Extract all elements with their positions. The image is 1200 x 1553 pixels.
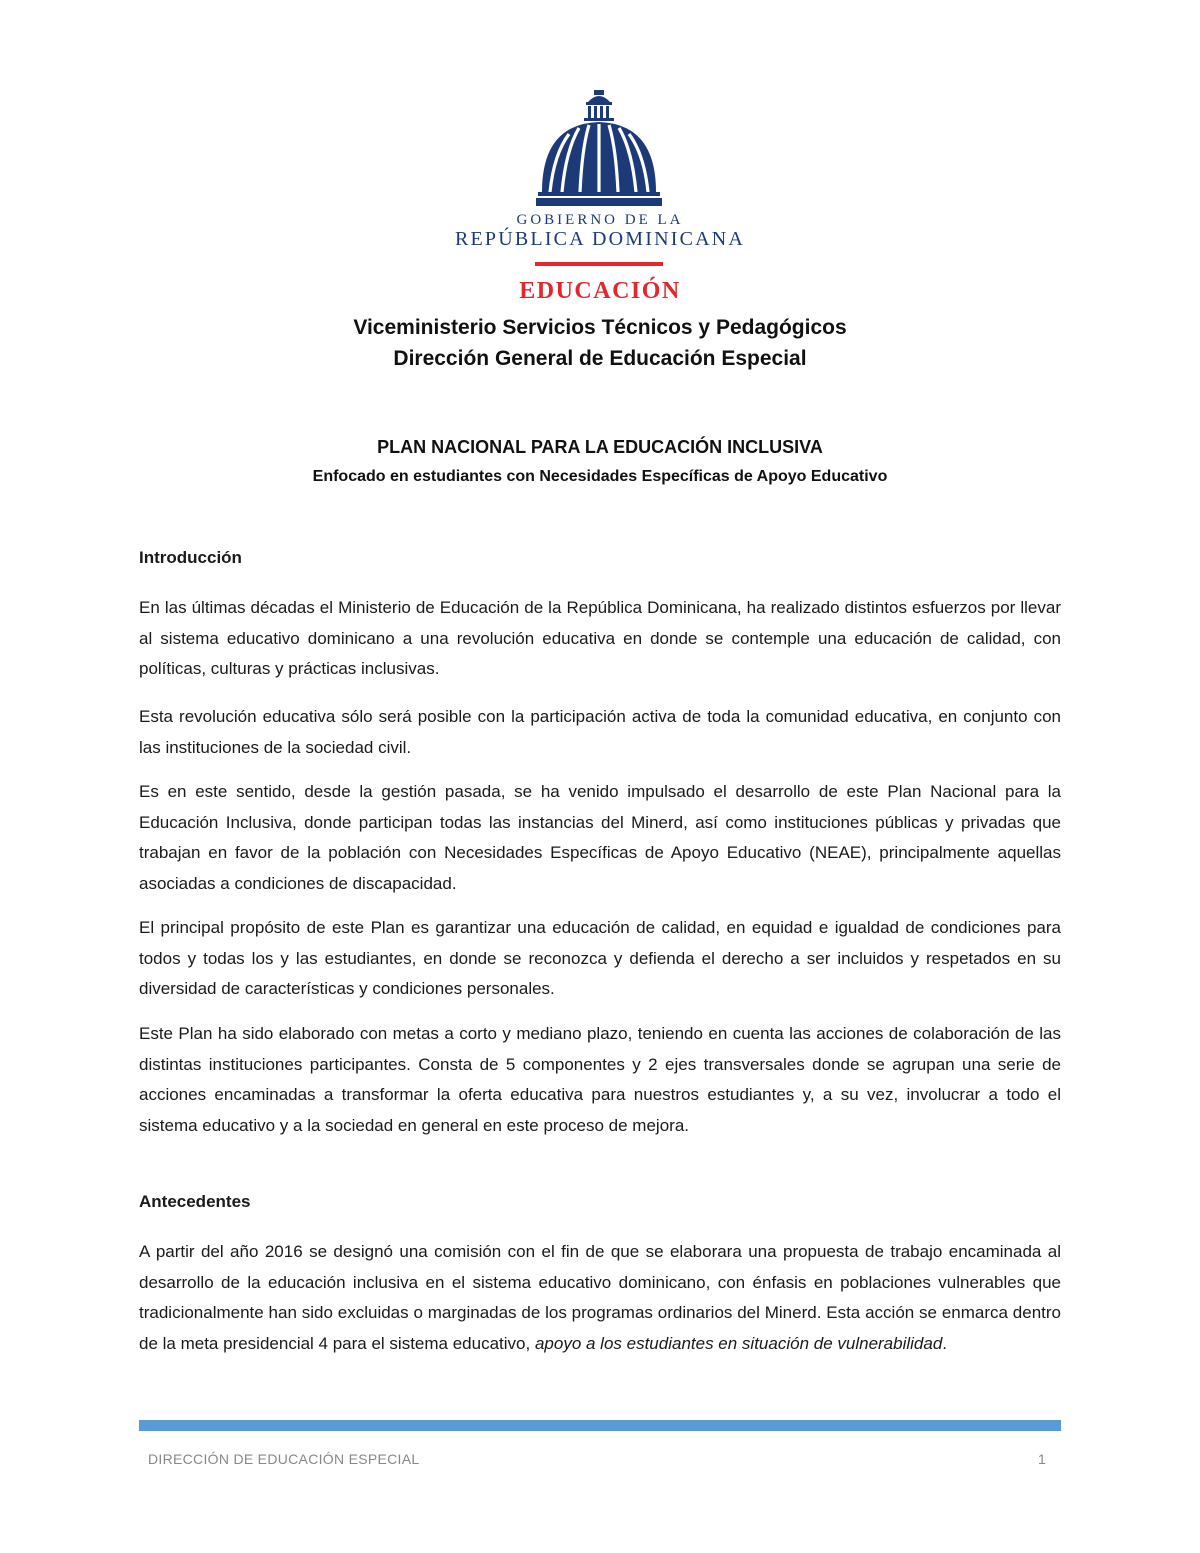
paragraph-main-text: A partir del año 2016 se designó una comisión con el fin de que se elaborara una propuesta de trabajo encaminada al desarrollo de la educación inclusiva en el sistema educativo dominicano, con énfasis en poblaciones vulnerables que tradicionalmente han sido excluidas o marginadas de los programas ordinarios del Minerd. Esta acción se enmarca dentro de la meta presidencial 4 para el sistema educativo, (139, 1242, 1061, 1353)
paragraph-end-text: . (942, 1333, 948, 1353)
intro-paragraph-3 (139, 777, 1061, 899)
logo-gobierno-text: GOBIERNO DE LA (516, 212, 684, 228)
viceministerio-heading: Viceministerio Servicios Técnicos y Pedagógicos (353, 316, 847, 339)
logo-republica-text: REPÚBLICA DOMINICANA (454, 228, 746, 250)
direccion-heading: Dirección General de Educación Especial (393, 347, 807, 370)
logo-educacion-text: EDUCACIÓN (519, 278, 681, 304)
paragraph-italic-text: apoyo a los estudiantes en situación de vulnerabilidad (534, 1333, 943, 1353)
antecedentes-heading (139, 1187, 1061, 1218)
intro-paragraph-1 (139, 593, 1061, 685)
intro-heading-text: Introducción (139, 548, 242, 567)
paragraph-text: El principal propósito de este Plan es garantizar una educación de calidad, en equidad e igualdad de condiciones para todos y todas los y las estudiantes, en donde se reconozca y defienda el derecho a ser incluidos y respetados en su diversidad de características y condiciones personales. (139, 918, 1061, 998)
paragraph-text: En las últimas décadas el Ministerio de Educación de la República Dominicana, ha realizado distintos esfuerzos por llevar al sistema educativo dominicano a una revolución educativa en donde se contemple una educación de calidad, con políticas, culturas y prácticas inclusivas. (139, 598, 1061, 678)
footer-department-text: DIRECCIÓN DE EDUCACIÓN ESPECIAL (148, 1451, 420, 1467)
dome-icon (536, 88, 662, 208)
logo-red-divider (535, 262, 663, 266)
antecedentes-heading-text: Antecedentes (139, 1192, 251, 1211)
paragraph-text (139, 1237, 1061, 1359)
plan-title: PLAN NACIONAL PARA LA EDUCACIÓN INCLUSIVA (377, 437, 823, 457)
paragraph-text: Este Plan ha sido elaborado con metas a corto y mediano plazo, teniendo en cuenta las acciones de colaboración de las distintas instituciones participantes. Consta de 5 componentes y 2 ejes transversales donde se agrupan una serie de acciones encaminadas a transformar la oferta educativa para nuestros estudiantes y, a su vez, involucrar a todo el sistema educativo y a la sociedad en general en este proceso de mejora. (139, 1024, 1061, 1135)
intro-paragraph-5 (139, 1019, 1061, 1141)
plan-subtitle: Enfocado en estudiantes con Necesidades Específicas de Apoyo Educativo (312, 468, 888, 485)
paragraph-text: Esta revolución educativa sólo será posible con la participación activa de toda la comunidad educativa, en conjunto con las instituciones de la sociedad civil. (139, 707, 1061, 757)
intro-paragraph-2 (139, 702, 1061, 763)
paragraph-text: Es en este sentido, desde la gestión pasada, se ha venido impulsado el desarrollo de este Plan Nacional para la Educación Inclusiva, donde participan todas las instancias del Minerd, así como instituciones públicas y privadas que trabajan en favor de la población con Necesidades Específicas de Apoyo Educativo (NEAE), principalmente aquellas asociadas a condiciones de discapacidad. (139, 782, 1061, 893)
footer-page-number: 1 (1038, 1451, 1046, 1467)
footer-bar (139, 1420, 1061, 1431)
antecedentes-paragraph-1 (139, 1237, 1061, 1359)
intro-heading (139, 543, 1061, 574)
intro-paragraph-4 (139, 913, 1061, 1005)
